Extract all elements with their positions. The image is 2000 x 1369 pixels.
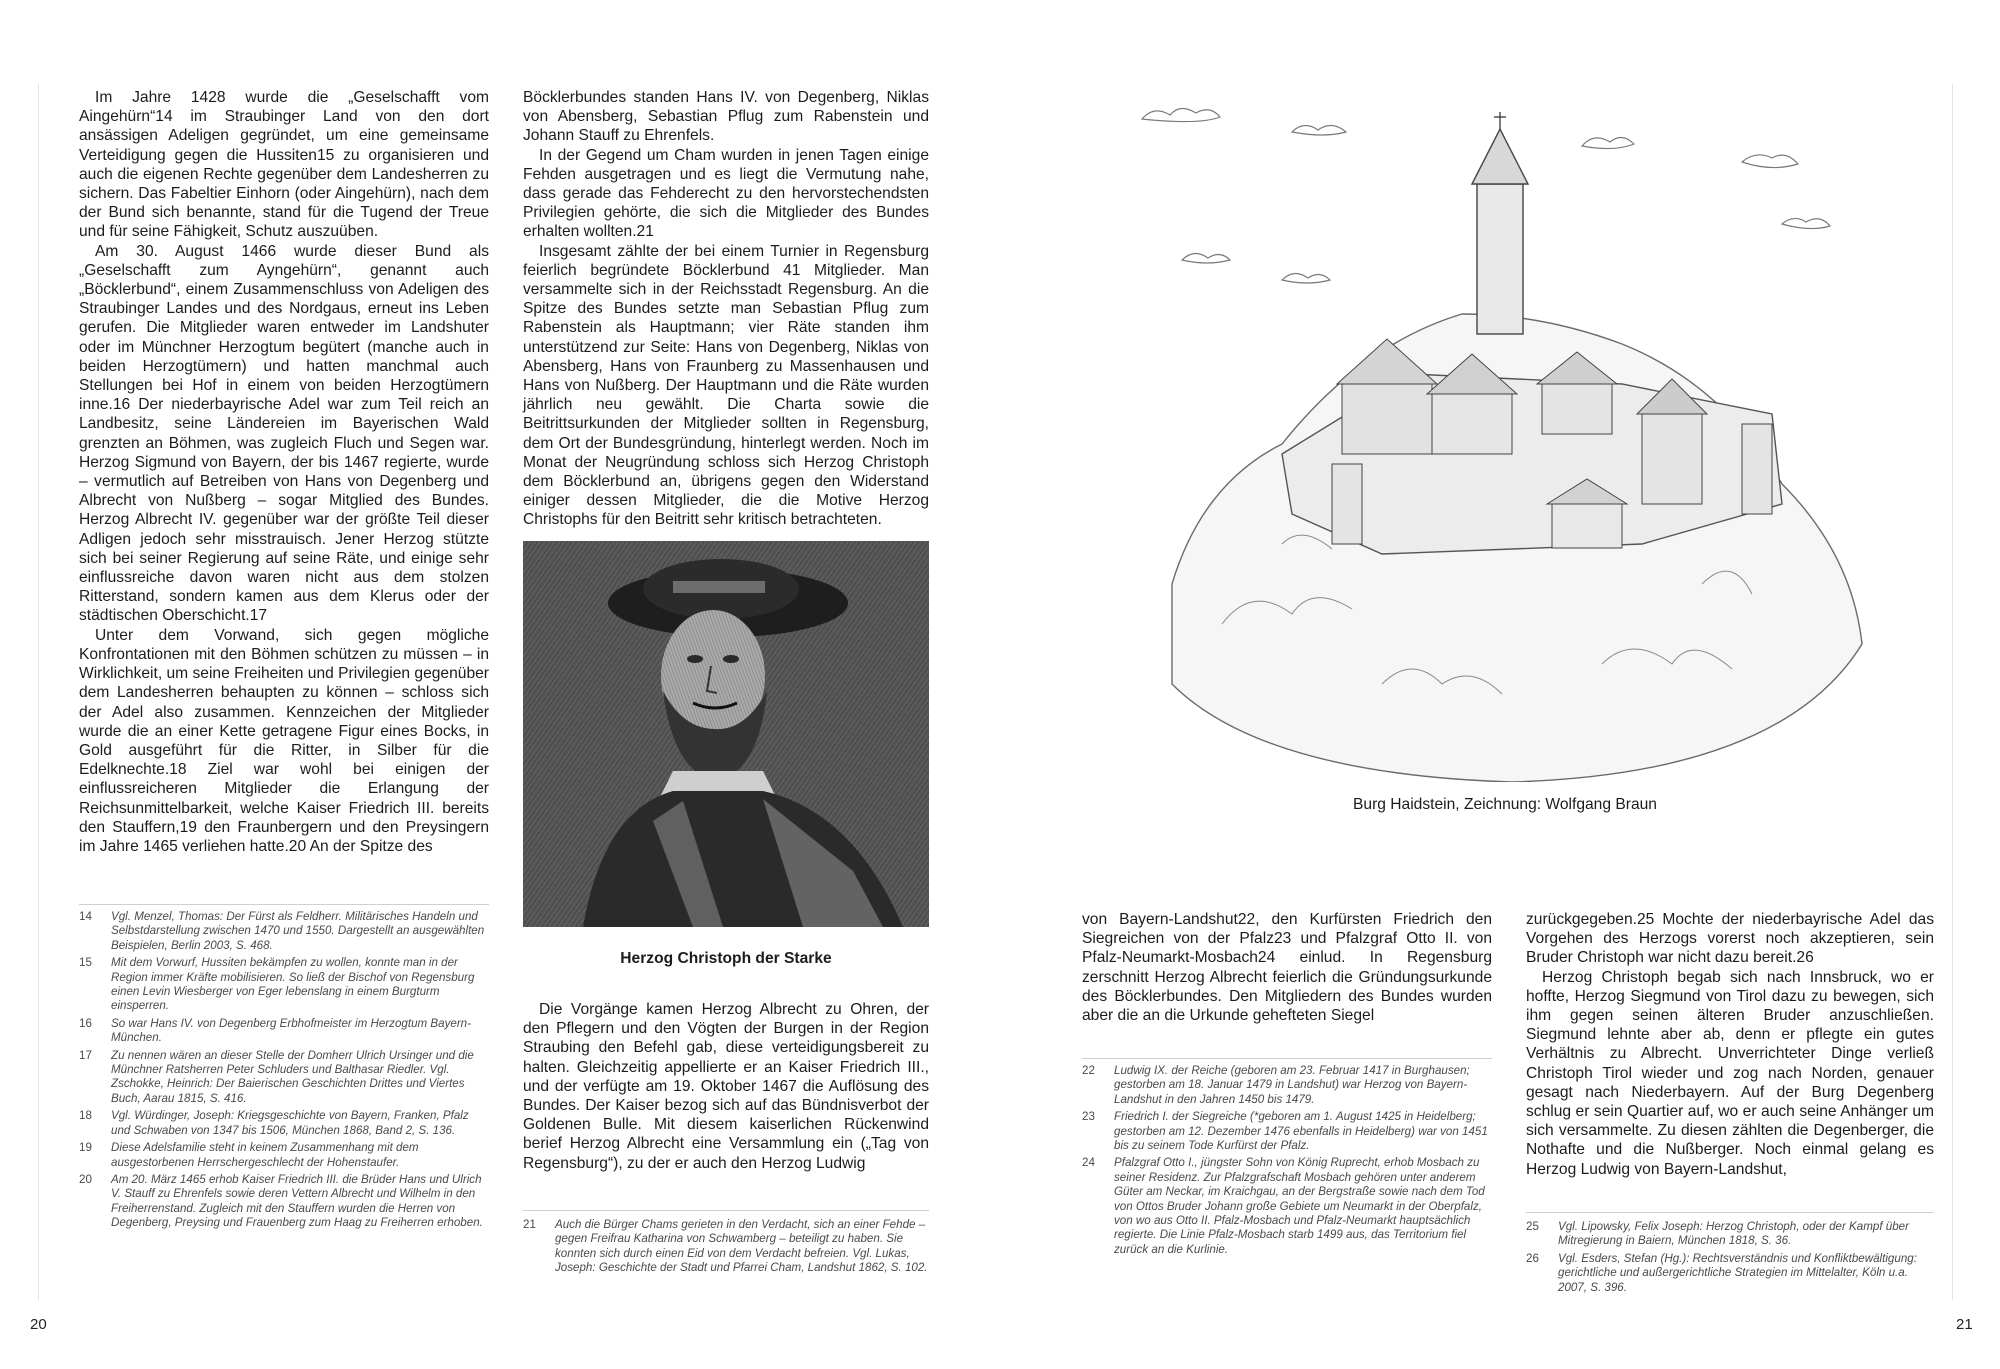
footnote-text: Mit dem Vorwurf, Hussiten bekämpfen zu wollen, konnte man in der Region immer Kräfte mobilisieren. So ließ der Bischof von Regensburg einen Levin Wiesberger von Eger lebenslang in einem Burgturm einsperren.: [111, 956, 475, 1013]
footnote-text: Vgl. Würdinger, Joseph: Kriegsgeschichte von Bayern, Franken, Pfalz und Schwaben von 1347 bis 1506, München 1868, Band 2, S. 136.: [111, 1109, 469, 1137]
paragraph: Herzog Christoph begab sich nach Innsbruck, wo er hoffte, Herzog Siegmund von Tirol dazu zu bewegen, sich ihm gegen seinen älteren Bruder anzuschließen. Siegmund lehnte aber ab, denn er pflegte ein gutes Verhältnis zu Albrecht. Unverrichteter Dinge verließ Christoph Tirol wieder und zog nach Norden, genauer gesagt nach Niederbayern. Auf der Burg Degenberg schlug er sein Quartier auf, wo er auch seine Anhänger um sich versammelte. Zu diesen zählten die Degenberger, die Nothafte und die Nußberger. Noch einmal gelang es Herzog Ludwig von Bayern-Landshut,: [1526, 968, 1934, 1178]
portrait-caption: Herzog Christoph der Starke: [620, 950, 832, 967]
footnote-text: Zu nennen wären an dieser Stelle der Domherr Ulrich Ursinger und die Münchner Ratsherren Peter Schluders und Balthasar Riedler. Vgl. Zschokke, Heinrich: Der Baierischen Geschichten Drittes und Viertes Buch, Aarau 1815, S. 416.: [111, 1048, 474, 1105]
footnote: [1526, 1252, 1934, 1295]
footnote-number: 22: [1082, 1064, 1095, 1077]
column-4-body: [1526, 910, 1934, 1179]
column-1-footnotes: [79, 910, 489, 1234]
footnote: [1082, 1110, 1492, 1153]
footnote: [1082, 1156, 1492, 1257]
footnote-number: 21: [523, 1218, 536, 1231]
footnote-number: 15: [79, 956, 92, 970]
footnote-separator: [523, 1210, 929, 1211]
footnote: [79, 1017, 489, 1046]
footnote: [79, 956, 489, 1014]
footnote-separator: [1082, 1058, 1492, 1059]
footnote: [79, 1049, 489, 1107]
paragraph: Die Vorgänge kamen Herzog Albrecht zu Ohren, der den Pflegern und den Vögten der Burgen in der Region Straubing den Befehl gab, diese verteidigungsbereit zu halten. Gleichzeitig appellierte er an Kaiser Friedrich III., und der verfügte am 19. Oktober 1467 die Auflösung des Bundes. Der Kaiser bezog sich auf das Bündnisverbot der Goldenen Bulle. Mit diesem kaiserlichen Rückenwind berief Herzog Albrecht eine Versammlung ein („Tag von Regensburg“), zu der er auch den Herzog Ludwig: [523, 1001, 929, 1172]
footnote-number: 25: [1526, 1220, 1539, 1233]
castle-caption: Burg Haidstein, Zeichnung: Wolfgang Braun: [1353, 796, 1657, 813]
column-2-bottom-body: [523, 1000, 929, 1173]
footnote-text: Friedrich I. der Siegreiche (*geboren am 1. August 1425 in Heidelberg; gestorben am 12. Dezember 1476 ebenfalls in Heidelberg) war von 1451 bis zu seinem Tode Kurfürst der Pfalz.: [1114, 1110, 1488, 1153]
paragraph: In der Gegend um Cham wurden in jenen Tagen einige Fehden ausgetragen und es liegt die Vermutung nahe, dass gerade das Fehderecht zu den hervorstechendsten Privilegien gehörte, die sich die Mitglieder des Bundes erhalten wollten.21: [523, 146, 929, 241]
footnote: [79, 1141, 489, 1170]
footnote: [79, 1109, 489, 1138]
paragraph: Im Jahre 1428 wurde die „Geselschafft vom Aingehürn“14 im Straubinger Land von den dort ansässigen Adeligen gegründet, um eine gemeinsame Verteidigung gegen die Hussiten15 zu organisieren und auch die eigenen Rechte gegenüber dem Landesherren zu sichern. Das Fabeltier Einhorn (oder Aingehürn), nach dem der Bund sich benannte, stand für die Tugend der Treue und für seine Fähigkeit, Schutz auszuüben.: [79, 89, 489, 241]
portrait-engraving-image: [523, 541, 929, 927]
footnote-number: 19: [79, 1141, 92, 1155]
footnote-number: 20: [79, 1172, 92, 1186]
footnote-number: 16: [79, 1016, 92, 1030]
page-number-right: 21: [1956, 1316, 1973, 1333]
footnote: [79, 910, 489, 953]
paragraph: Unter dem Vorwand, sich gegen mögliche Konfrontationen mit den Böhmen schützen zu müssen – in Wirklichkeit, um seine Freiheiten und Privilegien gegenüber dem Landesherren behaupten zu können – schloss sich der Adel also zusammen. Kennzeichen der Mitglieder wurde die an einer Kette getragene Figur eines Bocks, in Gold ausgeführt für die Ritter, in Silber für die Edelknechte.18 Ziel war wohl bei einigen der einflussreicheren Mitglieder die Erlangung der Reichsunmittelbarkeit, welche Kaiser Friedrich III. bereits den Stauffern,19 den Fraunbergern und den Preysingern im Jahre 1465 verliehen hatte.20 An der Spitze des: [79, 626, 489, 855]
footnote-text: Vgl. Esders, Stefan (Hg.): Rechtsverständnis und Konfliktbewältigung: gerichtliche und außergerichtliche Strategien im Mittelalter, Köln u.a. 2007, S. 396.: [1558, 1251, 1917, 1294]
left-margin-rule: [38, 84, 39, 1300]
paragraph: zurückgegeben.25 Mochte der niederbayrische Adel das Vorgehen des Herzogs vorerst noch akzeptieren, sein Bruder Christoph war nicht dazu bereit.26: [1526, 911, 1934, 967]
paragraph: von Bayern-Landshut22, den Kurfürsten Friedrich den Siegreichen von der Pfalz23 und Pfalzgraf Otto II. von Pfalz-Neumarkt-Mosbach24 einlud. In Regensburg zerschnitt Herzog Albrecht feierlich die Gründungsurkunde des Böcklerbundes. Den Mitgliedern des Bundes wurden aber die an die Urkunde gehefteten Siegel: [1082, 911, 1492, 1025]
paragraph: Böcklerbundes standen Hans IV. von Degenberg, Niklas von Abensberg, Sebastian Pflug zum Rabenstein und Johann Stauff zu Ehrenfels.: [523, 89, 929, 145]
footnote-text: Vgl. Menzel, Thomas: Der Fürst als Feldherr. Militärisches Handeln und Selbstdarstellung zwischen 1470 und 1550. Dargestellt an ausgewählten Beispielen, Berlin 2003, S. 468.: [111, 910, 485, 952]
castle-drawing-image: [1082, 84, 1928, 782]
footnote: [79, 1173, 489, 1231]
footnote-number: 17: [79, 1048, 92, 1062]
footnote-number: 26: [1526, 1251, 1539, 1265]
footnote-number: 14: [79, 910, 92, 923]
column-1-body: [79, 88, 489, 856]
footnote: [1082, 1064, 1492, 1107]
paragraph: Am 30. August 1466 wurde dieser Bund als „Geselschafft zum Ayngehürn“, genannt auch „Böcklerbund“, einem Zusammenschluss von Adeligen des Straubinger Landes und des Nordgaus, erneut ins Leben gerufen. Die Mitglieder waren entweder im Landshuter oder im Münchner Herzogtum begütert (manche auch in beiden Herzogtümern) und hatten manchmal auch Stellungen bei Hof in einem von beiden Herzogtümern inne.16 Der niederbayrische Adel war zum Teil reich an Landbesitz, seine Ländereien im Bayerischen Wald grenzten an Böhmen, was zugleich Fluch und Segen war. Herzog Sigmund von Bayern, der bis 1467 regierte, wurde – vermutlich auf Betreiben von Hans von Degenberg und Albrecht von Nußberg – sogar Mitglied des Bundes. Herzog Albrecht IV. gegenüber war der größte Teil dieser Adligen jedoch sehr misstrauisch. Jener Herzog stützte sich bei seiner Regierung auf seine Räte, und einige sehr einflussreiche davon waren nicht aus dem stolzen Ritterstand, sondern kamen aus dem Klerus oder der städtischen Oberschicht.17: [79, 242, 489, 625]
footnote: [523, 1218, 929, 1276]
column-2-footnotes: [523, 1218, 929, 1279]
footnote-text: Ludwig IX. der Reiche (geboren am 23. Februar 1417 in Burghausen; gestorben am 18. Januar 1479 in Landshut) war Herzog von Bayern-Landshut in den Jahren 1450 bis 1479.: [1114, 1064, 1470, 1106]
footnote-text: Vgl. Lipowsky, Felix Joseph: Herzog Christoph, oder der Kampf über Mitregierung in Baiern, München 1818, S. 36.: [1558, 1220, 1909, 1248]
right-margin-rule: [1952, 84, 1953, 1300]
footnote-number: 23: [1082, 1110, 1095, 1124]
footnote-separator: [79, 904, 489, 905]
paragraph: Insgesamt zählte der bei einem Turnier in Regensburg feierlich begründete Böcklerbund 41 Mitglieder. Man versammelte sich in der Reichsstadt Regensburg. An die Spitze des Bundes setzte man Sebastian Pflug zum Rabenstein als Hauptmann; vier Räte standen ihm unterstützend zur Seite: Hans von Degenberg, Niklas von Abensberg, Hans von Fraunberg zu Massenhausen und Hans von Nußberg. Der Hauptmann und die Räte wurden jährlich neu gewählt. Die Charta sowie die Beitrittsurkunden der Mitglieder sollten in Regensburg, dem Ort der Bundesgründung, hinterlegt werden. Noch im Monat der Neugründung schloss sich Herzog Christoph dem Böcklerbund an, übrigens gegen den Widerstand einiger dessen Mitglieder, die die Motive Herzog Christophs für den Beitritt sehr kritisch betrachteten.: [523, 242, 929, 529]
footnote-text: So war Hans IV. von Degenberg Erbhofmeister im Herzogtum Bayern-München.: [111, 1016, 471, 1045]
footnote-separator: [1526, 1212, 1934, 1213]
page-number-left: 20: [30, 1316, 47, 1333]
footnote-text: Diese Adelsfamilie steht in keinem Zusammenhang mit dem ausgestorbenen Herrschergeschlecht der Hohenstaufer.: [111, 1141, 419, 1169]
column-3-footnotes: [1082, 1064, 1492, 1260]
footnote: [1526, 1220, 1934, 1249]
footnote-text: Am 20. März 1465 erhob Kaiser Friedrich III. die Brüder Hans und Ulrich V. Stauff zu Ehrenfels sowie deren Vettern Albrecht und Wilhelm in den Freiherrenstand. Zugleich mit den Stauffern wurden die Herren von Degenberg, Preysing und Frauenberg zum Haag zu Freiherren erhoben.: [111, 1172, 483, 1230]
footnote-text: Auch die Bürger Chams gerieten in den Verdacht, sich an einer Fehde – gegen Freifrau Katharina von Schwamberg – beteiligt zu haben. Sie konnten sich durch einen Eid von dem Verdacht befreien. Vgl. Lukas, Joseph: Geschichte der Stadt und Pfarrei Cham, Landshut 1862, S. 102.: [555, 1218, 928, 1275]
footnote-number: 18: [79, 1109, 92, 1123]
footnote-text: Pfalzgraf Otto I., jüngster Sohn von König Ruprecht, erhob Mosbach zu seiner Residenz. Zur Pfalzgrafschaft Mosbach gehören unter anderem Güter am Neckar, im Kraichgau, an der Bergstraße sowie nach dem Tod von Ottos Bruder Johann große Gebiete um Neumarkt in der Oberpfalz, von wo aus Otto II. Pfalz-Mosbach und Pfalz-Neumarkt hauptsächlich regierte. Die Linie Pfalz-Mosbach starb 1499 aus, das Territorium fiel zurück an die Kurlinie.: [1114, 1156, 1485, 1256]
column-4-footnotes: [1526, 1220, 1934, 1298]
column-2-top-body: [523, 88, 929, 530]
column-3-body: [1082, 910, 1492, 1025]
footnote-number: 24: [1082, 1156, 1095, 1170]
